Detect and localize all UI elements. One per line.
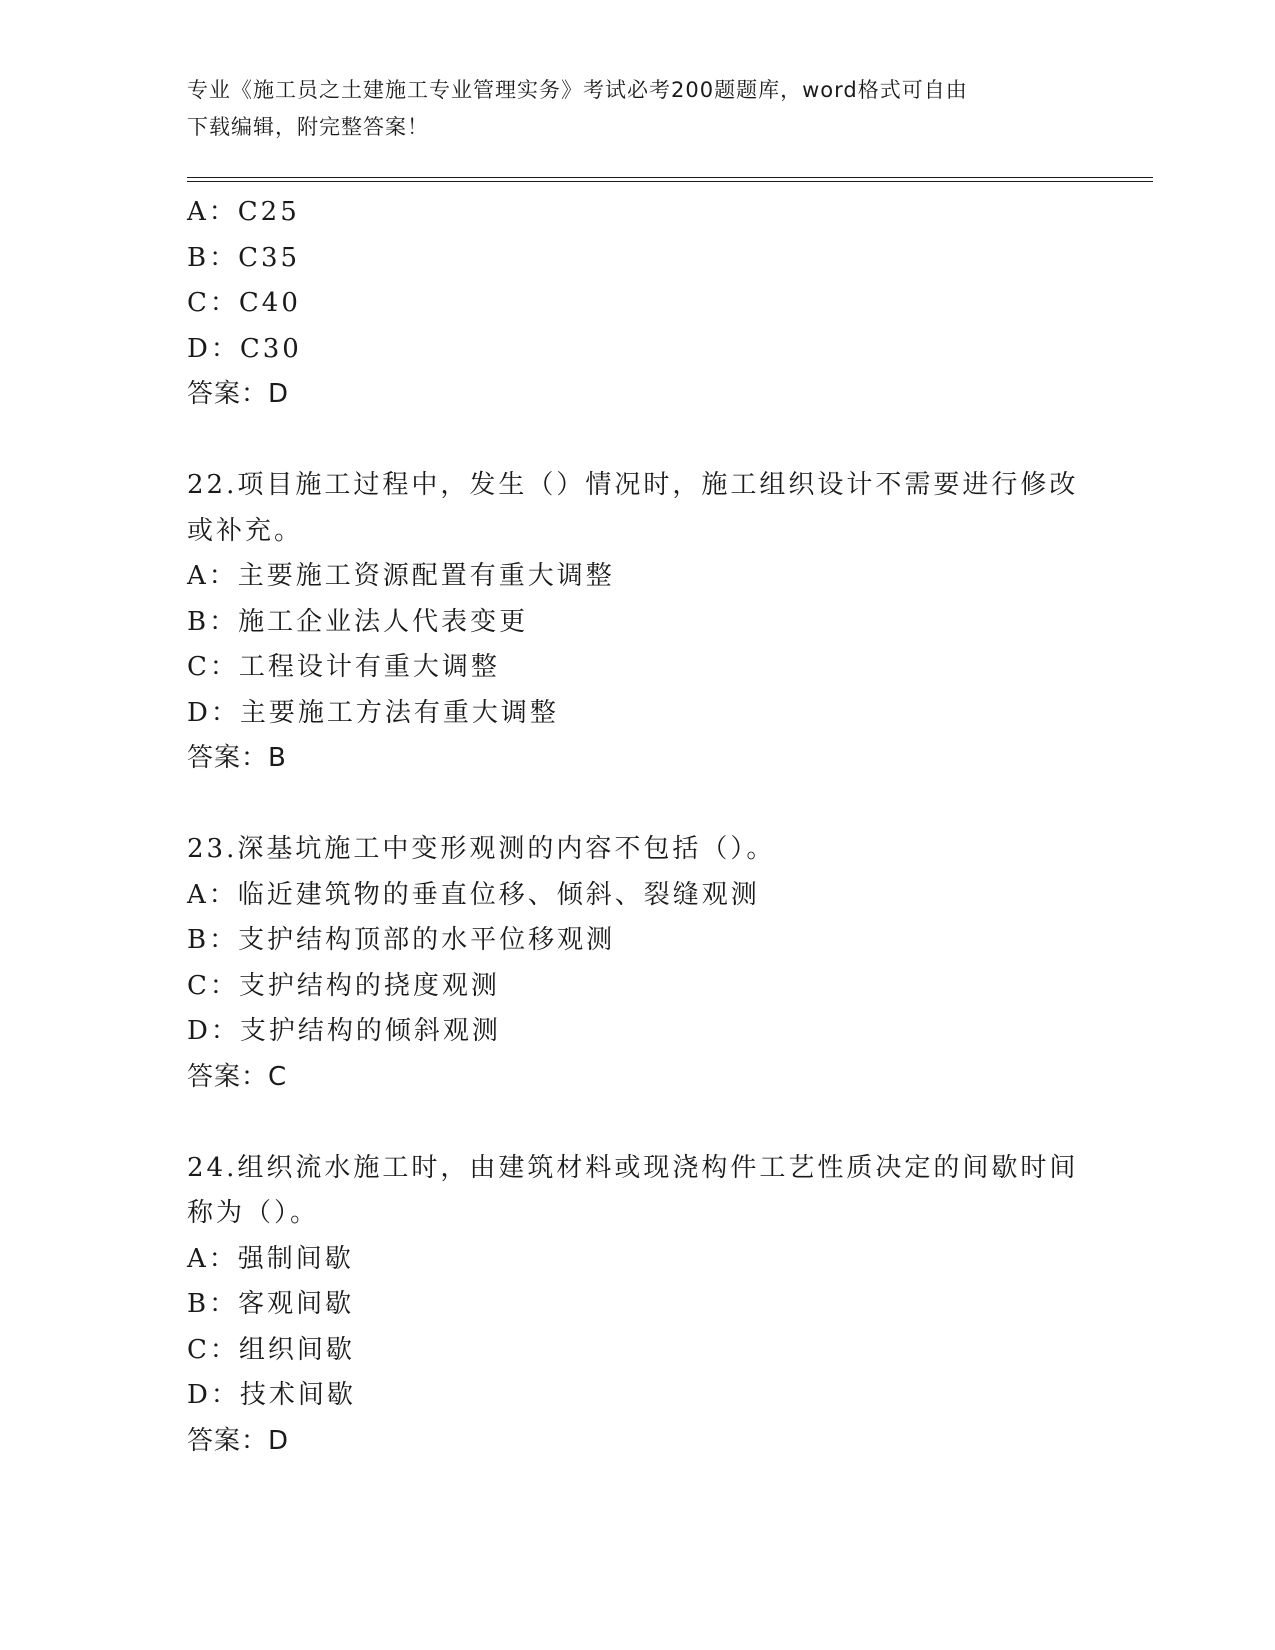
question-block-23: [187, 827, 1087, 1100]
question-text-line: 22.项目施工过程中，发生（）情况时，施工组织设计不需要进行修改: [187, 470, 1079, 500]
option-d: D：C30: [187, 333, 302, 364]
option-b: B：施工企业法人代表变更: [187, 606, 529, 637]
option-b: B：客观间歇: [187, 1289, 355, 1319]
option-b: B：C35: [187, 242, 301, 273]
question-block-22: [187, 463, 1087, 782]
question-gap: [187, 782, 1087, 828]
option-a: A：临近建筑物的垂直位移、倾斜、裂缝观测: [187, 879, 760, 910]
question-block-24: [187, 1146, 1087, 1465]
option-d: D：支护结构的倾斜观测: [187, 1016, 501, 1046]
option-d: D：技术间歇: [187, 1380, 356, 1410]
option-c: C：组织间歇: [187, 1334, 355, 1365]
header-divider-bottom: [187, 181, 1153, 182]
option-b: B：支护结构顶部的水平位移观测: [187, 925, 616, 955]
question-gap: [187, 1100, 1087, 1146]
question-text-line: 称为（）。: [187, 1198, 320, 1228]
question-block-21: [187, 190, 1087, 418]
answer-line: 答案：B: [187, 743, 287, 773]
question-text-line: 23.深基坑施工中变形观测的内容不包括（）。: [187, 834, 776, 864]
question-list: [187, 190, 1087, 1464]
answer-line: 答案：D: [187, 379, 290, 409]
header-line-1: 专业《施工员之土建施工专业管理实务》考试必考200题题库，word格式可自由: [187, 78, 968, 102]
question-gap: [187, 418, 1087, 464]
option-c: C：工程设计有重大调整: [187, 652, 500, 682]
option-c: C：支护结构的挠度观测: [187, 970, 500, 1001]
answer-line: 答案：C: [187, 1061, 288, 1092]
document-header: [187, 72, 1067, 146]
header-line-2: 下载编辑，附完整答案！: [187, 115, 429, 139]
option-c: C：C40: [187, 288, 301, 318]
option-d: D：主要施工方法有重大调整: [187, 697, 559, 728]
option-a: A：C25: [187, 197, 300, 227]
question-text-line: 24.组织流水施工时，由建筑材料或现浇构件工艺性质决定的间歇时间: [187, 1152, 1079, 1183]
question-text-line: 或补充。: [187, 515, 304, 546]
option-a: A：主要施工资源配置有重大调整: [187, 561, 615, 591]
header-divider-top: [187, 177, 1153, 178]
answer-line: 答案：D: [187, 1425, 290, 1456]
option-a: A：强制间歇: [187, 1243, 354, 1274]
